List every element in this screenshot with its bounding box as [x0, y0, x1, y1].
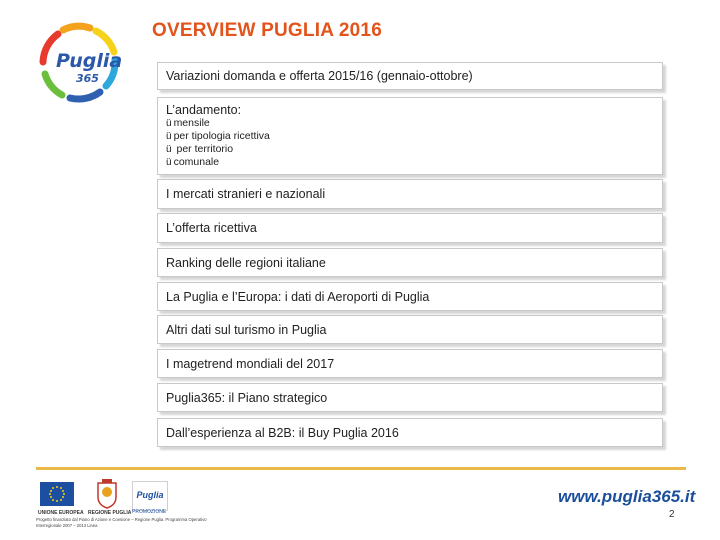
agenda-item-label: La Puglia e l’Europa: i dati di Aeroporti di Puglia [166, 289, 430, 304]
puglia-promozione-logo: Puglia [132, 481, 168, 511]
agenda-item-label: I mercati stranieri e nazionali [166, 187, 326, 201]
agenda-item-label: Ranking delle regioni italiane [166, 255, 326, 270]
agenda-item-6 [157, 282, 663, 311]
agenda-item-label: Variazioni domanda e offerta 2015/16 (gennaio-ottobre) [166, 69, 473, 83]
page-number: 2 [669, 509, 675, 520]
check-icon: ü [166, 144, 172, 155]
page-title: OVERVIEW PUGLIA 2016 [152, 20, 382, 41]
puglia365-logo [18, 12, 140, 112]
agenda-item-2 [157, 97, 663, 175]
agenda-item-1 [157, 62, 663, 90]
eu-flag-icon [40, 482, 74, 506]
agenda-item-label: L’andamento: [166, 103, 242, 117]
promozione-label: PROMOZIONE [132, 509, 167, 515]
region-crest-icon [96, 479, 118, 509]
agenda-subitem: ü per territorio [166, 143, 234, 155]
agenda-item-label: L’offerta ricettiva [166, 221, 257, 235]
footer-divider [36, 467, 686, 470]
agenda-item-5 [157, 248, 663, 277]
agenda-item-7 [157, 315, 663, 344]
funding-note: Progetto finanziato dal Piano di Azione e Coesione – Regione Puglia. Programma Operativo Interregionale 2007 – 2013 Linea [36, 517, 207, 528]
svg-text:Puglia: Puglia [56, 50, 123, 72]
agenda-item-label: Dall’esperienza al B2B: il Buy Puglia 2016 [166, 425, 399, 440]
check-icon: ü [166, 131, 172, 142]
region-label: REGIONE PUGLIA [88, 510, 132, 516]
website-link[interactable]: www.puglia365.it [558, 487, 696, 506]
eu-label: UNIONE EUROPEA [38, 510, 84, 516]
agenda-item-label: I magetrend mondiali del 2017 [166, 356, 335, 371]
agenda-subitem: ü comunale [166, 156, 220, 168]
check-icon: ü [166, 157, 172, 168]
agenda-subitem: ü per tipologia ricettiva [166, 130, 270, 142]
agenda-item-8 [157, 349, 663, 378]
agenda-item-4 [157, 213, 663, 243]
agenda-item-10 [157, 418, 663, 447]
svg-text:365: 365 [76, 72, 99, 85]
agenda-item-label: Puglia365: il Piano strategico [166, 390, 328, 405]
check-icon: ü [166, 118, 172, 129]
agenda-item-label: Altri dati sul turismo in Puglia [166, 322, 327, 337]
agenda-item-3 [157, 179, 663, 209]
agenda-item-9 [157, 383, 663, 412]
agenda-subitem: ü mensile [166, 117, 210, 129]
